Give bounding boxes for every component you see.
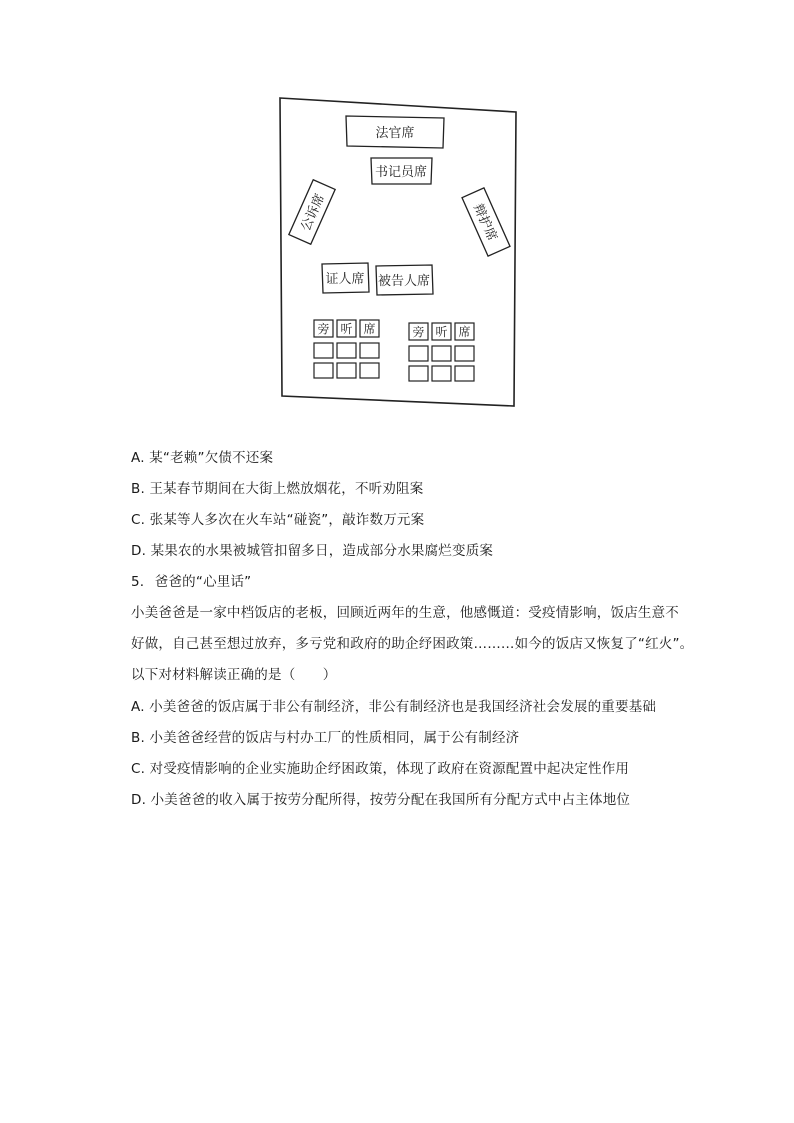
gallery-right-char-2: 听 xyxy=(435,325,448,339)
option-text: 张某等人多次在火车站“碰瓷”，敲诈数万元案 xyxy=(149,512,425,528)
question-title: 爸爸的“心里话” xyxy=(154,574,252,590)
q5-heading xyxy=(131,572,251,592)
option-label: A. xyxy=(131,699,145,715)
option-text: 某果农的水果被城管扣留多日，造成部分水果腐烂变质案 xyxy=(150,543,494,559)
defense-seat-box xyxy=(462,188,510,256)
q4-option-a xyxy=(131,448,273,468)
clerk-seat-box xyxy=(371,158,432,184)
option-label: D. xyxy=(131,792,147,808)
gallery-right xyxy=(409,323,474,381)
option-text: 某“老赖”欠债不还案 xyxy=(149,450,274,466)
gallery-left-char-2: 听 xyxy=(340,322,353,336)
q5-material-line-2: 好做，自己甚至想过放弃，多亏党和政府的助企纾困政策………如今的饭店又恢复了“红火”。 xyxy=(131,636,694,652)
option-label: C. xyxy=(131,512,146,528)
witness-seat-box xyxy=(322,263,369,293)
option-text: 小美爸爸经营的饭店与村办工厂的性质相同，属于公有制经济 xyxy=(149,730,520,746)
prosecutor-seat-box xyxy=(289,180,335,245)
q5-option-c xyxy=(131,759,629,779)
gallery-left-char-3: 席 xyxy=(363,322,376,336)
q5-prompt: 以下对材料解读正确的是（ ） xyxy=(131,667,337,683)
defense-seat-label: 辩护席 xyxy=(469,201,500,244)
q5-option-b xyxy=(131,728,519,748)
gallery-left xyxy=(314,320,379,378)
option-label: C. xyxy=(131,761,146,777)
prosecutor-seat-label: 公诉席 xyxy=(298,191,329,234)
q4-option-b xyxy=(131,479,423,499)
option-label: D. xyxy=(131,543,147,559)
q4-option-c xyxy=(131,510,424,530)
option-text: 对受疫情影响的企业实施助企纾困政策，体现了政府在资源配置中起决定性作用 xyxy=(149,761,630,777)
gallery-right-char-3: 席 xyxy=(458,325,471,339)
option-text: 小美爸爸的收入属于按劳分配所得，按劳分配在我国所有分配方式中占主体地位 xyxy=(150,792,631,808)
gallery-right-char-1: 旁 xyxy=(412,325,425,339)
q4-option-d xyxy=(131,541,493,561)
option-label: B. xyxy=(131,730,145,746)
option-label: A. xyxy=(131,450,145,466)
judge-seat-box xyxy=(346,116,444,148)
witness-seat-label: 证人席 xyxy=(325,272,365,287)
courtroom-diagram xyxy=(270,90,526,416)
defendant-seat-label: 被告人席 xyxy=(377,274,431,289)
q5-option-d xyxy=(131,790,630,810)
courtroom-sketch xyxy=(270,90,526,416)
option-text: 小美爸爸的饭店属于非公有制经济，非公有制经济也是我国经济社会发展的重要基础 xyxy=(149,699,657,715)
q5-option-a xyxy=(131,697,656,717)
question-number: 5. xyxy=(131,574,145,590)
defendant-seat-box xyxy=(376,265,433,295)
option-text: 王某春节期间在大街上燃放烟花，不听劝阻案 xyxy=(149,481,424,497)
judge-seat-label: 法官席 xyxy=(375,126,415,141)
clerk-seat-label: 书记员席 xyxy=(374,165,428,180)
option-label: B. xyxy=(131,481,145,497)
gallery-left-char-1: 旁 xyxy=(317,322,330,336)
q5-material-line-1: 小美爸爸是一家中档饭店的老板，回顾近两年的生意，他感慨道：受疫情影响，饭店生意不 xyxy=(131,605,679,621)
